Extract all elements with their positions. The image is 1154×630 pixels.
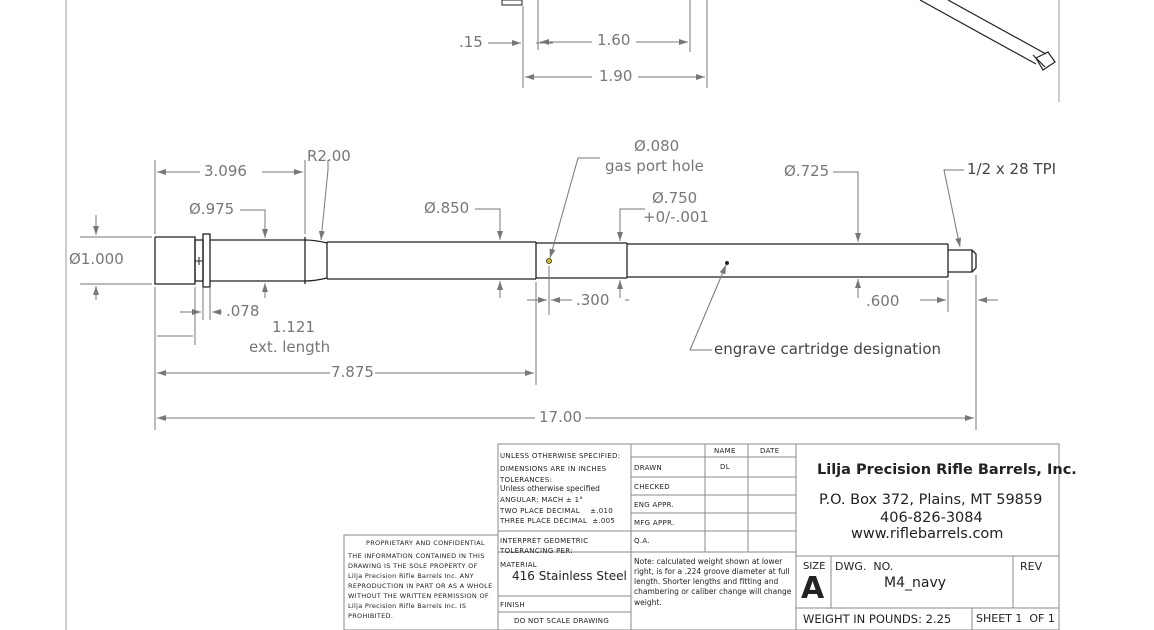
approval-row-label: CHECKED bbox=[634, 483, 670, 491]
dim-1700: 17.00 bbox=[539, 408, 582, 426]
gas-port-marker bbox=[547, 259, 552, 264]
size-value: A bbox=[801, 571, 825, 606]
dim-080: Ø.080 bbox=[634, 137, 680, 155]
dim-600: .600 bbox=[866, 292, 900, 310]
proprietary-line: WITHOUT THE WRITTEN PERMISSION OF bbox=[348, 592, 489, 600]
dim-750-tolerance: +0/-.001 bbox=[643, 208, 709, 226]
sheet-value: SHEET 1 OF 1 bbox=[976, 612, 1055, 625]
dimension-lines bbox=[80, 158, 998, 430]
engrave-note: engrave cartridge designation bbox=[714, 340, 942, 358]
dwg-no-value: M4_navy bbox=[884, 575, 947, 591]
col-date-header: DATE bbox=[760, 447, 780, 455]
center-mark bbox=[195, 257, 203, 265]
spec-angular: ANGULAR: MACH ± 1° bbox=[500, 496, 584, 504]
spec-dims-in: DIMENSIONS ARE IN INCHES bbox=[500, 465, 607, 473]
barrel-side-view bbox=[155, 234, 976, 287]
dim-750: Ø.750 bbox=[652, 189, 698, 207]
finish-label: FINISH bbox=[500, 601, 525, 609]
approval-row-label: ENG APPR. bbox=[634, 501, 675, 509]
material-label: MATERIAL bbox=[500, 561, 537, 569]
do-not-scale: DO NOT SCALE DRAWING bbox=[514, 617, 610, 625]
dim-7875: 7.875 bbox=[331, 363, 374, 381]
approval-row-label: MFG APPR. bbox=[634, 519, 675, 527]
approval-row-label: Q.A. bbox=[634, 537, 650, 545]
proprietary-line: Lilja Precision Rifle Barrels Inc. IS bbox=[348, 602, 467, 610]
dim-1000: Ø1.000 bbox=[69, 250, 124, 268]
spec-tolerances: TOLERANCES: bbox=[500, 476, 553, 484]
col-name-header: NAME bbox=[714, 447, 736, 455]
company-address: P.O. Box 372, Plains, MT 59859 bbox=[819, 492, 1043, 508]
dim-300: .300 bbox=[576, 291, 610, 309]
spec-two-place: TWO PLACE DECIMAL ±.010 bbox=[500, 507, 614, 515]
top-detail-view bbox=[488, 0, 1055, 88]
proprietary-line: PROHIBITED. bbox=[348, 612, 394, 620]
dim-ext-length: ext. length bbox=[249, 338, 331, 356]
spec-unless: UNLESS OTHERWISE SPECIFIED: bbox=[500, 452, 621, 460]
dim-190: 1.90 bbox=[599, 67, 633, 85]
approval-row-label: DRAWN bbox=[634, 464, 663, 472]
dim-850: Ø.850 bbox=[424, 199, 470, 217]
weight-note: Note: calculated weight shown at lower right, is for a .224 groove diameter at full length. Shorter lengths and fitting and chambering or caliber change will change weight. bbox=[634, 557, 792, 607]
dim-160: 1.60 bbox=[597, 31, 631, 49]
dim-1121: 1.121 bbox=[272, 318, 315, 336]
proprietary-title: PROPRIETARY AND CONFIDENTIAL bbox=[366, 539, 485, 547]
dwg-no-label: DWG. NO. bbox=[835, 560, 894, 573]
size-label: SIZE bbox=[803, 561, 826, 572]
company-phone: 406-826-3084 bbox=[880, 510, 983, 526]
dim-thread: 1/2 x 28 TPI bbox=[967, 160, 1057, 178]
engrave-point bbox=[725, 261, 729, 265]
material-value: 416 Stainless Steel bbox=[512, 569, 627, 583]
dim-975: Ø.975 bbox=[189, 200, 235, 218]
spec-three-place: THREE PLACE DECIMAL ±.005 bbox=[500, 517, 616, 525]
dim-015: .15 bbox=[459, 33, 483, 51]
spec-interpret: INTERPRET GEOMETRIC bbox=[500, 537, 589, 545]
company-name: Lilja Precision Rifle Barrels, Inc. bbox=[817, 462, 1077, 478]
dim-078: .078 bbox=[226, 302, 260, 320]
company-web: www.riflebarrels.com bbox=[851, 526, 1004, 542]
spec-unless-spec: Unless otherwise specified bbox=[500, 484, 600, 493]
rev-label: REV bbox=[1020, 560, 1043, 573]
dim-r200: R2.00 bbox=[307, 147, 351, 165]
proprietary-line: Lilja Precision Rifle Barrels Inc. ANY bbox=[348, 572, 474, 580]
spec-tol-per: TOLERANCING PER: bbox=[500, 547, 574, 555]
proprietary-line: REPRODUCTION IN PART OR AS A WHOLE bbox=[348, 582, 493, 590]
weight-value: WEIGHT IN POUNDS: 2.25 bbox=[803, 612, 952, 626]
dim-3096: 3.096 bbox=[204, 162, 247, 180]
dim-725: Ø.725 bbox=[784, 162, 830, 180]
proprietary-line: THE INFORMATION CONTAINED IN THIS bbox=[348, 552, 485, 560]
dim-gas-port: gas port hole bbox=[605, 157, 704, 175]
approval-row-name: DL bbox=[720, 463, 730, 471]
proprietary-line: DRAWING IS THE SOLE PROPERTY OF bbox=[348, 562, 478, 570]
